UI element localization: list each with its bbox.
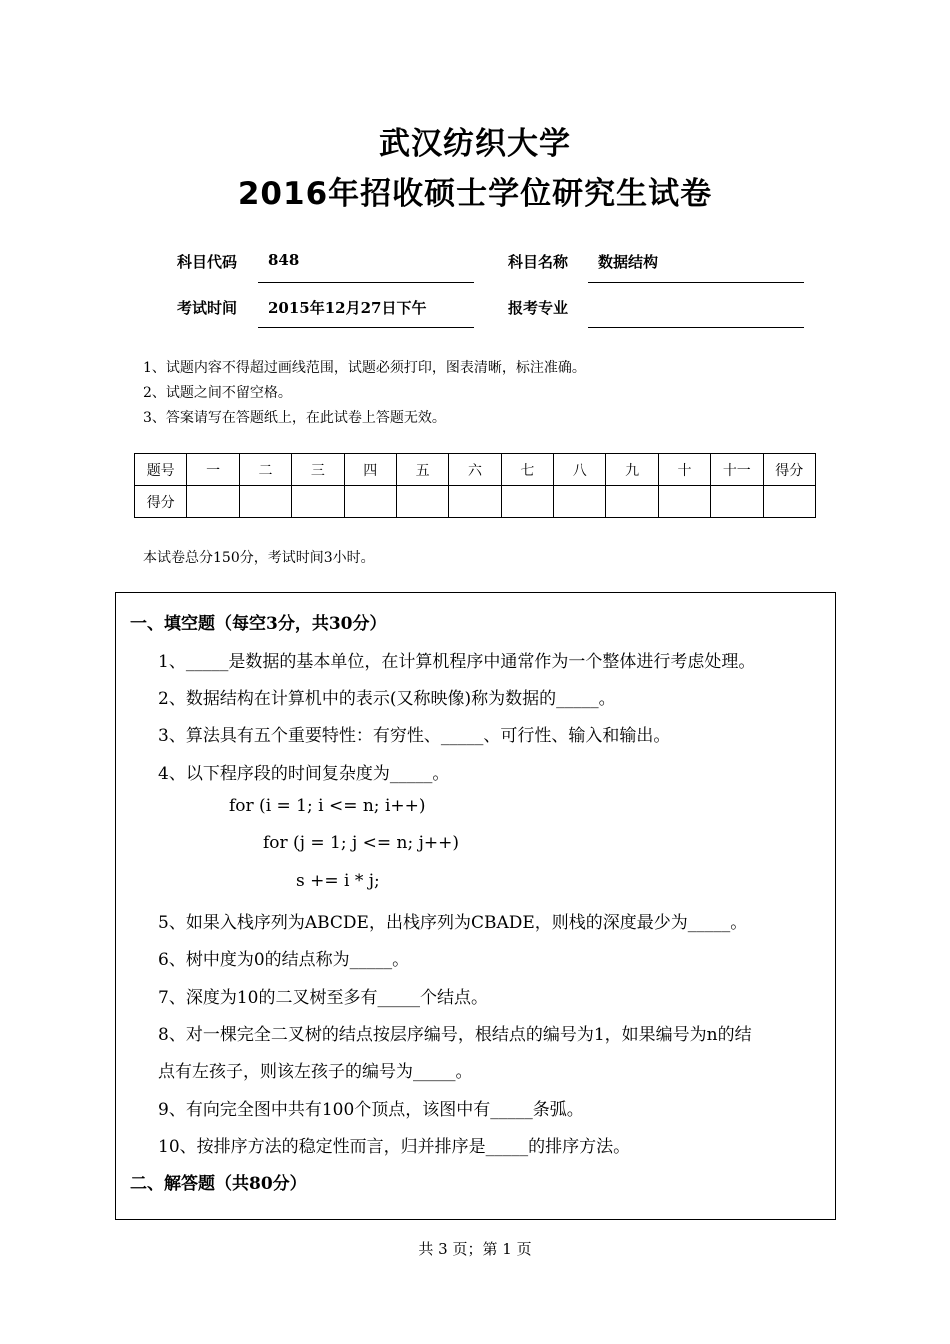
score-cell xyxy=(554,486,606,518)
header-cell: 题号 xyxy=(135,454,187,486)
header-cell: 三 xyxy=(292,454,344,486)
question-5: 5、如果入栈序列为ABCDE，出栈序列为CBADE，则栈的深度最少为_____。 xyxy=(158,913,748,933)
question-3: 3、算法具有五个重要特性：有穷性、_____、可行性、输入和输出。 xyxy=(158,726,671,746)
header-cell: 十一 xyxy=(711,454,763,486)
section-1-title: 一、填空题（每空3分，共30分） xyxy=(130,614,387,634)
major-underline xyxy=(588,327,804,328)
question-7: 7、深度为10的二叉树至多有_____个结点。 xyxy=(158,988,488,1008)
subject-name-underline xyxy=(588,282,804,283)
header-cell: 得分 xyxy=(763,454,816,486)
question-9: 9、有向完全图中共有100个顶点，该图中有_____条弧。 xyxy=(158,1100,584,1120)
header-cell: 八 xyxy=(554,454,606,486)
score-cell xyxy=(763,486,816,518)
score-cell xyxy=(711,486,763,518)
header-cell: 十 xyxy=(658,454,710,486)
score-cell xyxy=(344,486,396,518)
question-8-line-1: 8、对一棵完全二叉树的结点按层序编号，根结点的编号为1，如果编号为n的结 xyxy=(158,1025,752,1045)
score-cell xyxy=(292,486,344,518)
score-table-score-row xyxy=(135,486,816,518)
major-label: 报考专业 xyxy=(508,299,569,317)
header-cell: 六 xyxy=(449,454,501,486)
score-cell xyxy=(187,486,239,518)
code-line-1: for (i = 1; i <= n; i++) xyxy=(229,796,426,816)
exam-summary: 本试卷总分150分，考试时间3小时。 xyxy=(143,550,375,566)
subject-name-value: 数据结构 xyxy=(598,253,659,271)
score-cell xyxy=(449,486,501,518)
note-2: 2、试题之间不留空格。 xyxy=(143,385,292,401)
section-2-title: 二、解答题（共80分） xyxy=(130,1174,307,1194)
score-cell xyxy=(396,486,448,518)
score-table xyxy=(134,453,816,518)
code-line-3: s += i * j; xyxy=(296,871,380,891)
question-10: 10、按排序方法的稳定性而言，归并排序是_____的排序方法。 xyxy=(158,1137,631,1157)
question-2: 2、数据结构在计算机中的表示(又称映像)称为数据的_____。 xyxy=(158,689,616,709)
subject-code-label: 科目代码 xyxy=(177,253,238,271)
note-1: 1、试题内容不得超过画线范围，试题必须打印，图表清晰，标注准确。 xyxy=(143,360,586,376)
header-cell: 七 xyxy=(501,454,553,486)
score-cell xyxy=(239,486,291,518)
question-6: 6、树中度为0的结点称为_____。 xyxy=(158,950,410,970)
score-row-label: 得分 xyxy=(135,486,187,518)
header-cell: 九 xyxy=(606,454,658,486)
subject-code-underline xyxy=(258,282,474,283)
exam-time-underline xyxy=(258,327,474,328)
header-cell: 二 xyxy=(239,454,291,486)
code-line-2: for (j = 1; j <= n; j++) xyxy=(263,833,459,853)
question-4: 4、以下程序段的时间复杂度为_____。 xyxy=(158,764,450,784)
question-8-line-2: 点有左孩子，则该左孩子的编号为_____。 xyxy=(158,1062,473,1082)
score-cell xyxy=(501,486,553,518)
university-title: 武汉纺织大学 xyxy=(379,126,571,162)
header-cell: 五 xyxy=(396,454,448,486)
question-1: 1、_____是数据的基本单位，在计算机程序中通常作为一个整体进行考虑处理。 xyxy=(158,652,756,672)
page-footer: 共 3 页；第 1 页 xyxy=(418,1240,532,1258)
note-3: 3、答案请写在答题纸上，在此试卷上答题无效。 xyxy=(143,410,446,426)
exam-time-label: 考试时间 xyxy=(177,299,238,317)
header-cell: 四 xyxy=(344,454,396,486)
score-cell xyxy=(606,486,658,518)
subject-name-label: 科目名称 xyxy=(508,253,569,271)
score-table-header-row xyxy=(135,454,816,486)
header-cell: 一 xyxy=(187,454,239,486)
subject-code-value: 848 xyxy=(268,251,300,269)
exam-title: 2016年招收硕士学位研究生试卷 xyxy=(237,176,713,212)
exam-time-value: 2015年12月27日下午 xyxy=(268,299,427,317)
score-cell xyxy=(658,486,710,518)
